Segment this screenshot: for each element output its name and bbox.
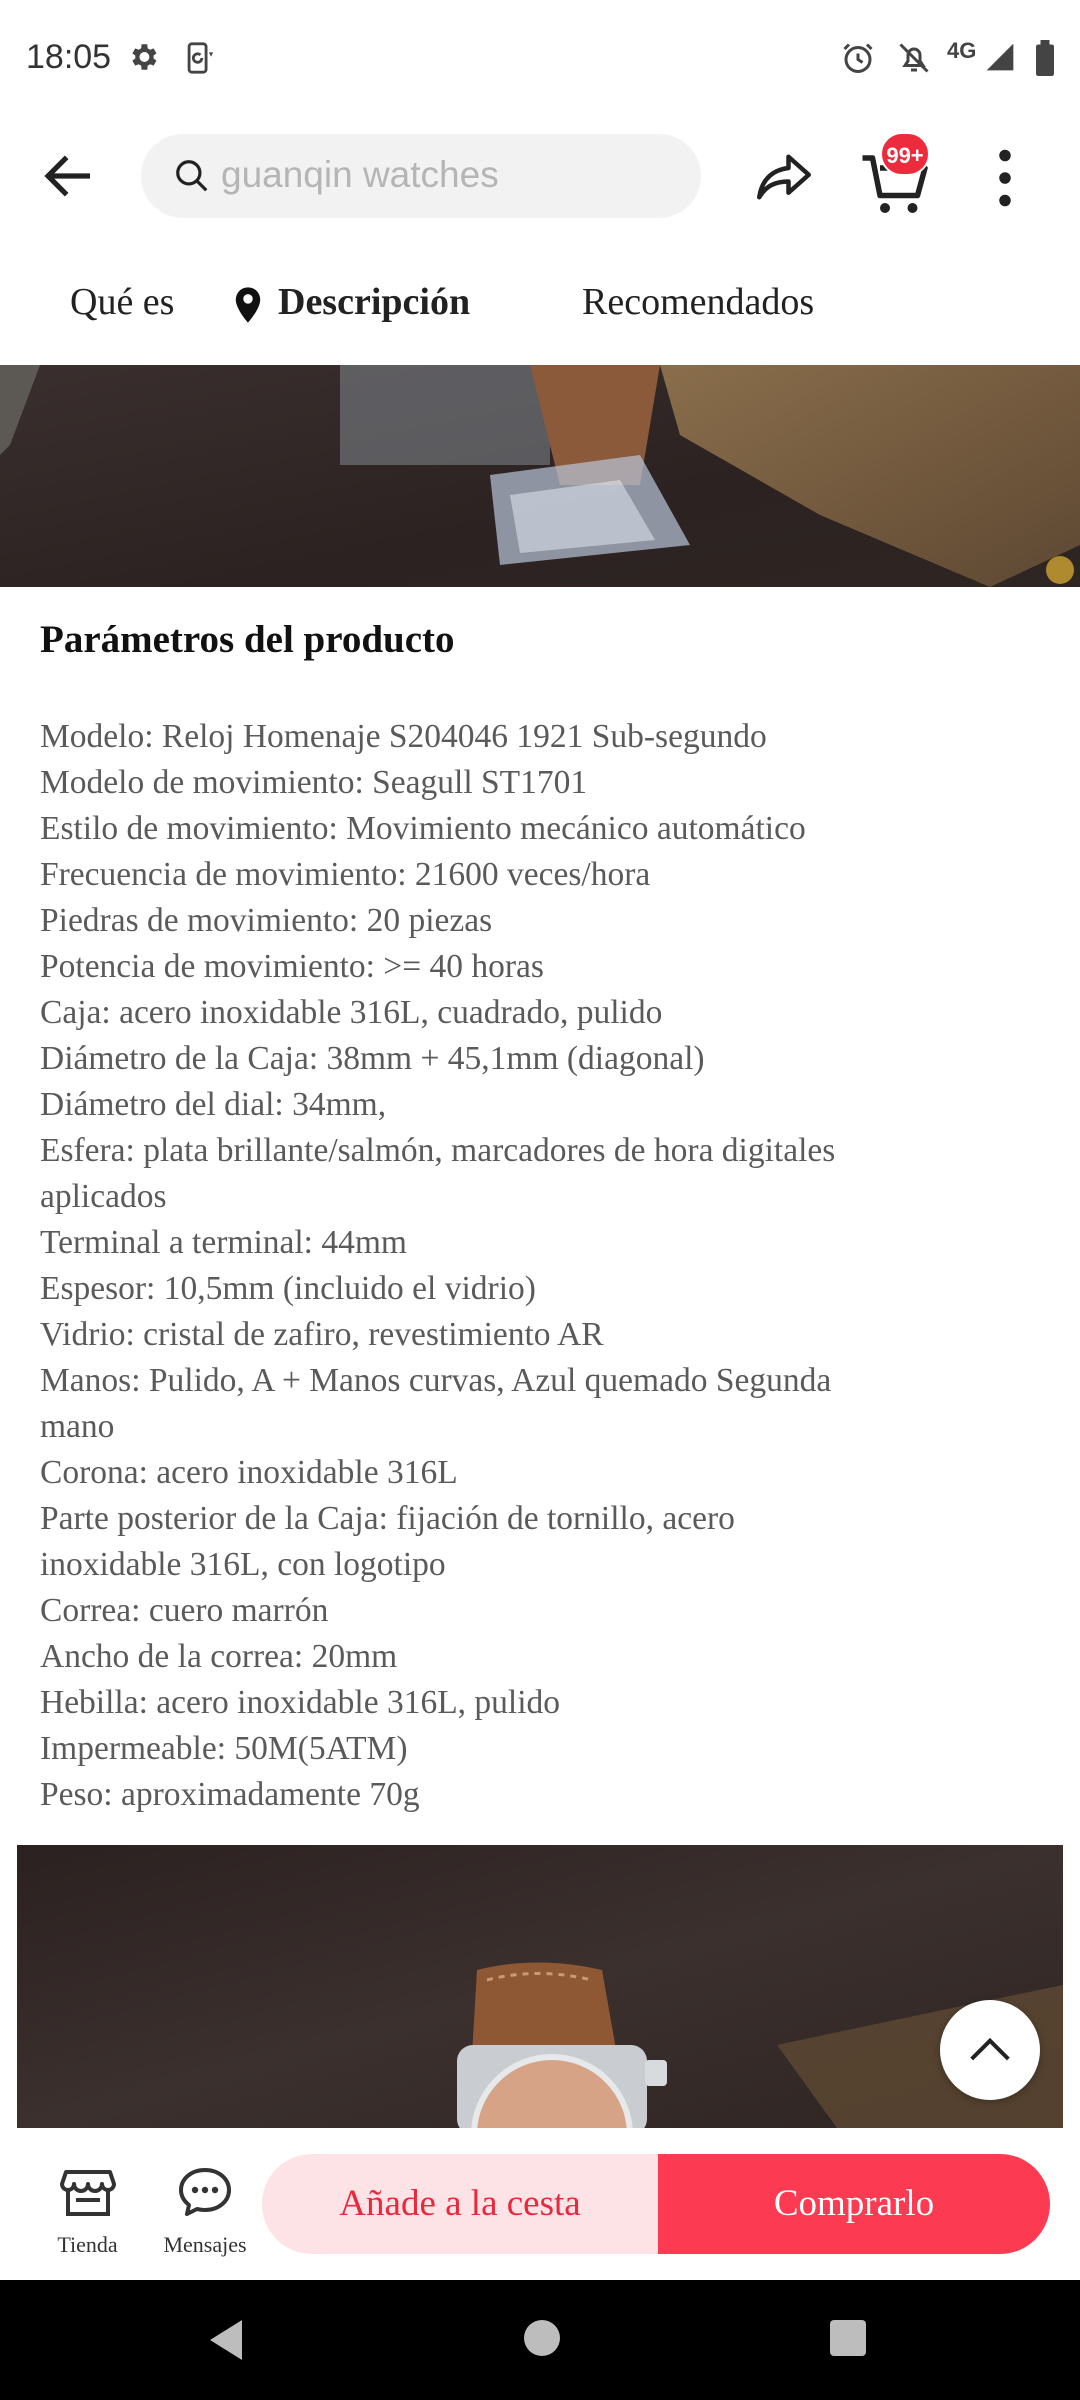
messages-label: Mensajes	[163, 2232, 247, 2257]
param-line: Espesor: 10,5mm (incluido el vidrio)	[40, 1270, 536, 1307]
nav-home-icon[interactable]	[522, 2318, 562, 2358]
battery-icon	[1034, 40, 1056, 76]
store-icon	[60, 2166, 116, 2218]
param-line: Frecuencia de movimiento: 21600 veces/hora	[40, 856, 651, 893]
param-line: Corona: acero inoxidable 316L	[40, 1454, 458, 1491]
tab-recomendados[interactable]: Recomendados	[582, 281, 815, 323]
tab-descripcion[interactable]: Descripción	[278, 281, 471, 323]
chat-bubble-icon	[177, 2166, 233, 2218]
param-line: Modelo de movimiento: Seagull ST1701	[40, 764, 588, 801]
params-list	[40, 714, 1050, 1818]
param-line: Terminal a terminal: 44mm	[40, 1224, 407, 1261]
param-line: Hebilla: acero inoxidable 316L, pulido	[40, 1684, 561, 1721]
param-line: Modelo: Reloj Homenaje S204046 1921 Sub-segundo	[40, 718, 767, 755]
param-line: Ancho de la correa: 20mm	[40, 1638, 398, 1675]
product-image-bottom	[17, 1845, 1063, 2128]
back-arrow-icon[interactable]	[38, 148, 100, 204]
param-line: Peso: aproximadamente 70g	[40, 1776, 420, 1813]
system-navigation-bar	[0, 2280, 1080, 2400]
param-line: aplicados	[40, 1178, 167, 1215]
buy-now-button[interactable]: Comprarlo	[658, 2154, 1050, 2254]
tab-que-es[interactable]: Qué es	[70, 281, 175, 323]
param-line: Manos: Pulido, A + Manos curvas, Azul quemado Segunda	[40, 1362, 832, 1399]
store-label: Tienda	[57, 2232, 118, 2257]
param-line: Parte posterior de la Caja: fijación de tornillo, acero	[40, 1500, 735, 1537]
cart-badge: 99+	[880, 132, 930, 176]
signal-icon	[984, 40, 1016, 74]
top-bar	[0, 120, 1080, 230]
bottom-action-bar	[0, 2128, 1080, 2280]
nav-back-icon[interactable]	[206, 2318, 246, 2362]
param-line: Correa: cuero marrón	[40, 1592, 329, 1629]
param-line: Piedras de movimiento: 20 piezas	[40, 902, 493, 939]
param-line: Estilo de movimiento: Movimiento mecánico automático	[40, 810, 806, 847]
add-to-cart-button[interactable]: Añade a la cesta	[262, 2154, 658, 2254]
search-placeholder: guanqin watches	[221, 154, 499, 195]
location-pin-icon	[231, 286, 265, 324]
param-line: Esfera: plata brillante/salmón, marcadores de hora digitales	[40, 1132, 836, 1169]
store-button[interactable]	[40, 2158, 135, 2268]
param-line: inoxidable 316L, con logotipo	[40, 1546, 446, 1583]
messages-button[interactable]	[150, 2158, 260, 2268]
search-input[interactable]	[141, 134, 701, 218]
nav-recents-icon[interactable]	[828, 2318, 868, 2358]
scroll-to-top-button[interactable]	[940, 2000, 1040, 2100]
bell-off-icon	[896, 40, 932, 76]
status-bar	[0, 0, 1080, 120]
param-line: Potencia de movimiento: >= 40 horas	[40, 948, 544, 985]
tab-bar	[0, 250, 1080, 360]
param-line: Caja: acero inoxidable 316L, cuadrado, pulido	[40, 994, 663, 1031]
share-icon[interactable]	[752, 150, 816, 204]
param-line: Diámetro de la Caja: 38mm + 45,1mm (diagonal)	[40, 1040, 705, 1077]
sync-icon	[182, 40, 216, 76]
params-title: Parámetros del producto	[40, 618, 455, 661]
status-time: 18:05	[26, 38, 112, 76]
gear-icon	[126, 40, 160, 74]
param-line: Impermeable: 50M(5ATM)	[40, 1730, 408, 1767]
search-icon	[173, 156, 211, 196]
alarm-icon	[840, 40, 876, 76]
product-image-top	[0, 365, 1080, 587]
chevron-up-icon	[968, 2032, 1012, 2064]
param-line: Vidrio: cristal de zafiro, revestimiento AR	[40, 1316, 604, 1353]
network-type: 4G	[947, 38, 977, 63]
param-line: mano	[40, 1408, 115, 1445]
param-line: Diámetro del dial: 34mm,	[40, 1086, 387, 1123]
more-vertical-icon[interactable]	[990, 148, 1020, 208]
